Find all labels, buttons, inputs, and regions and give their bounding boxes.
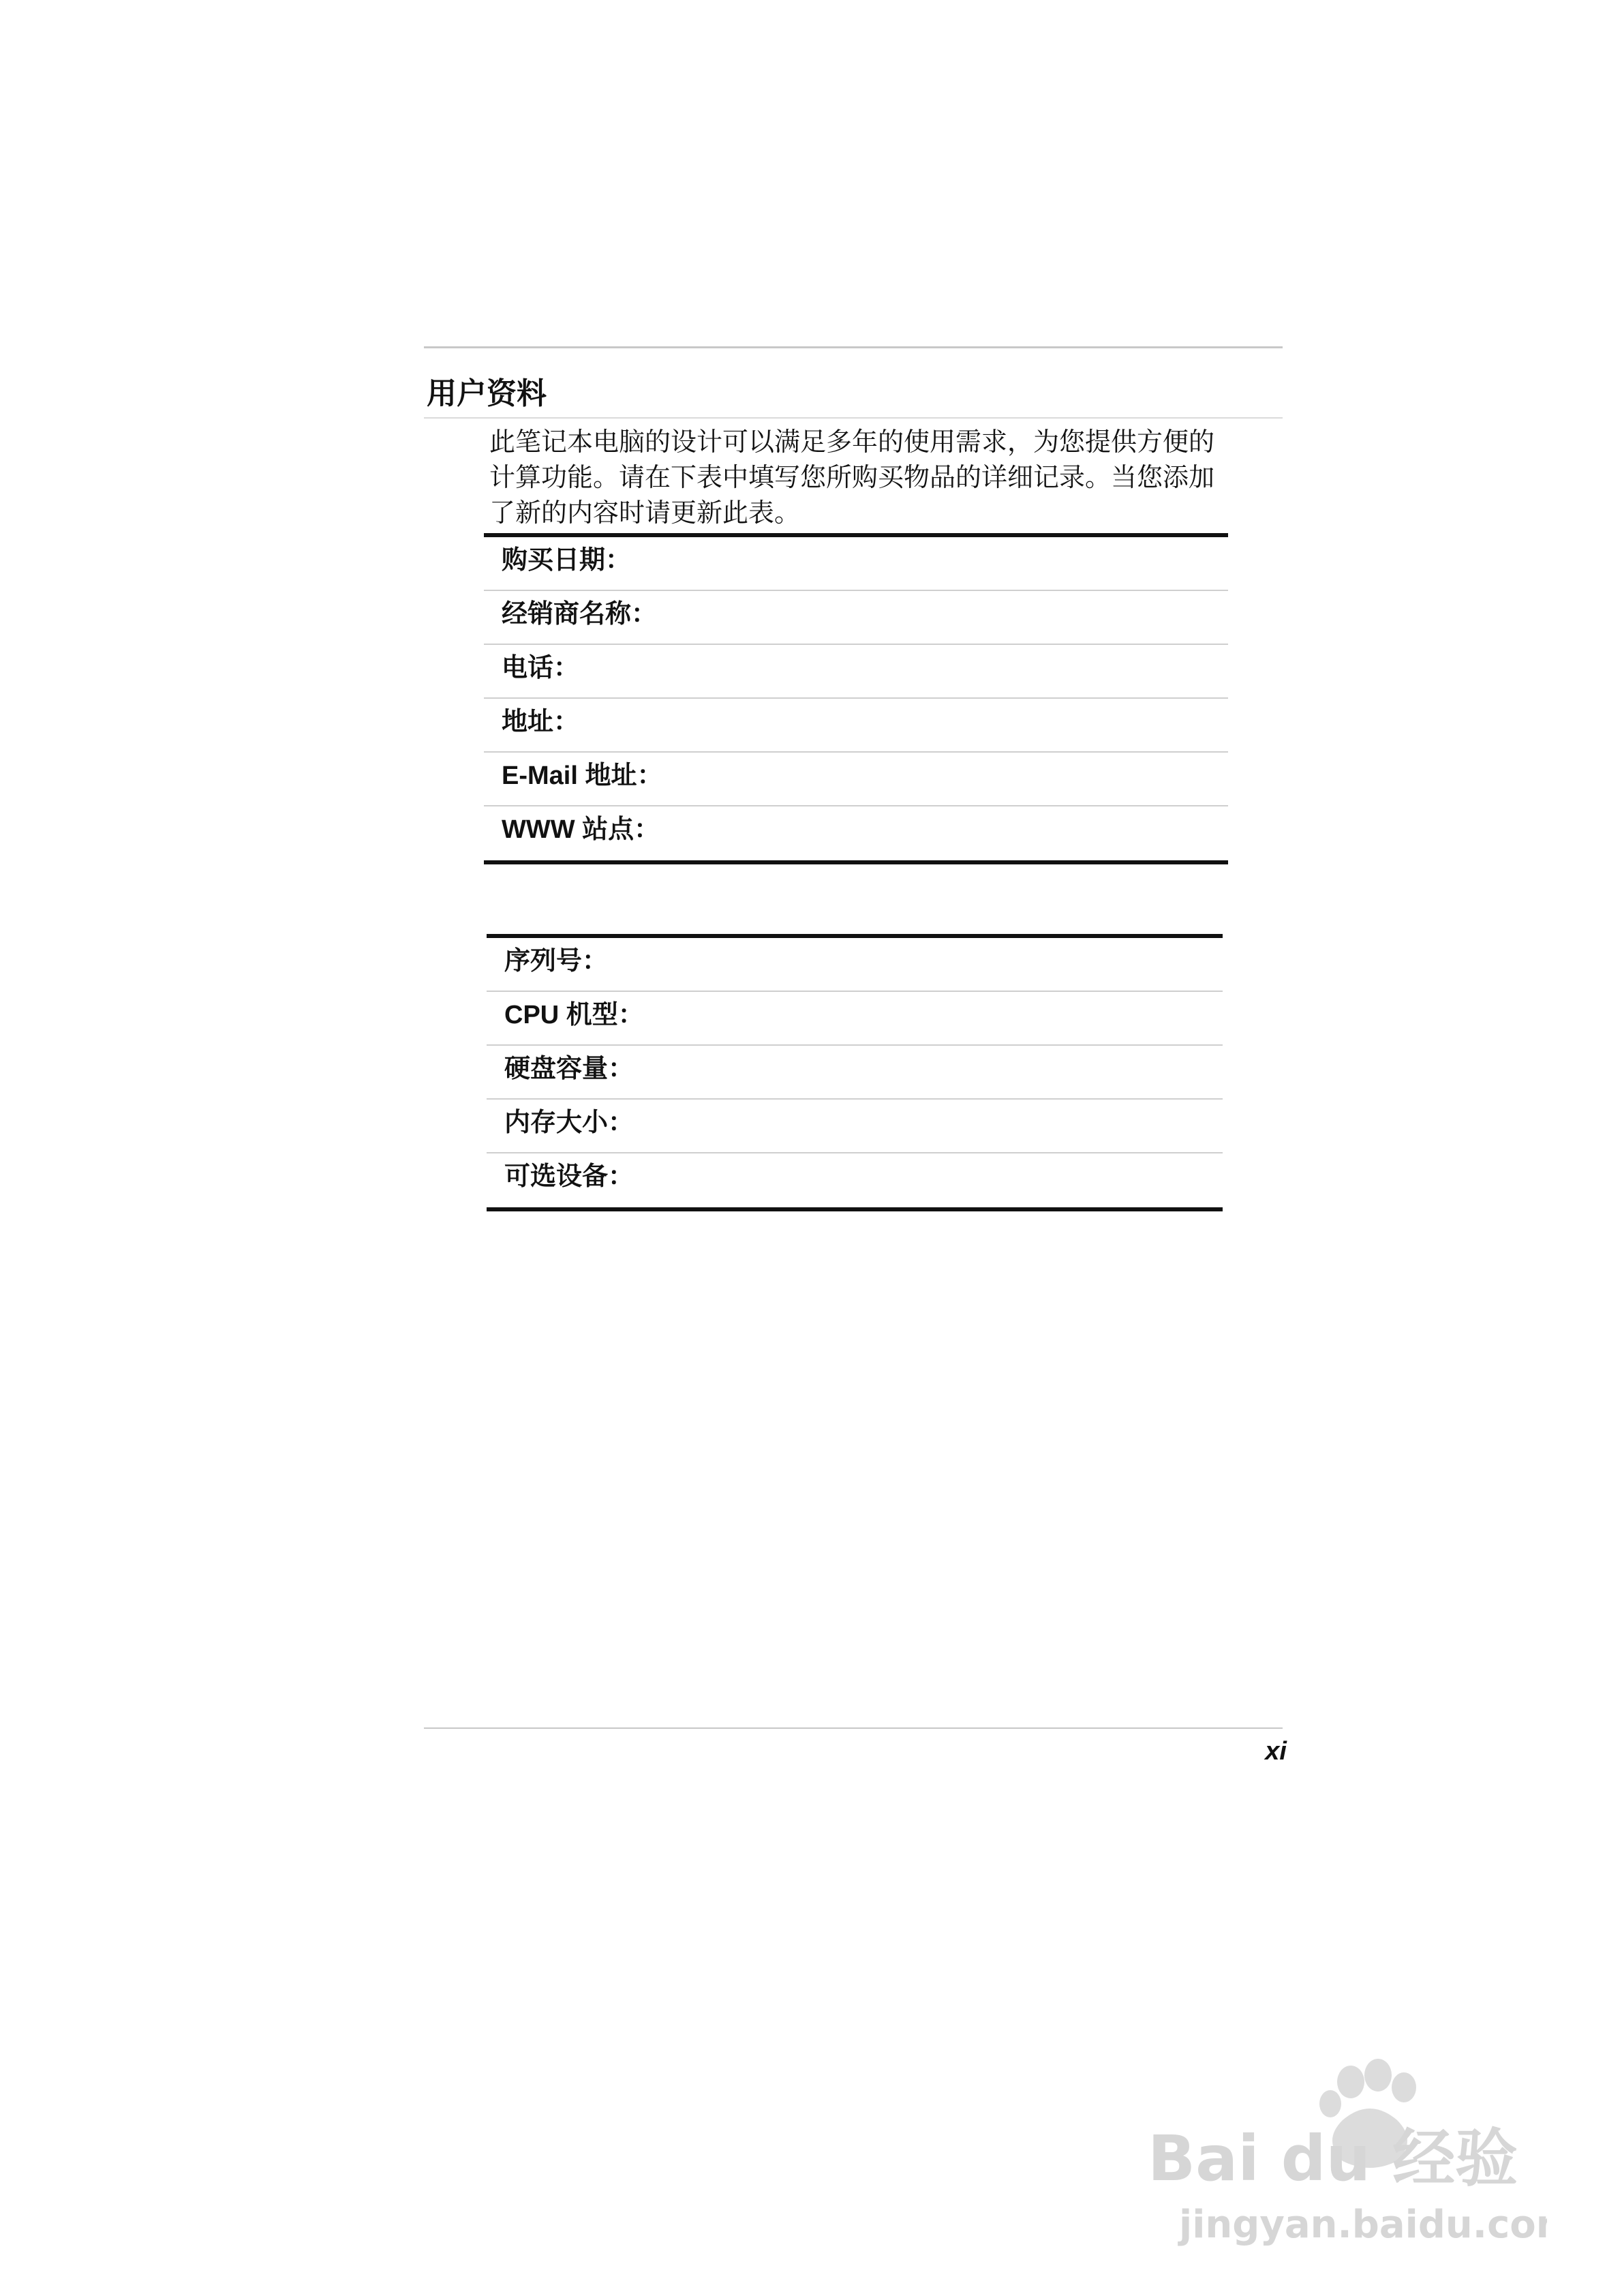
baidu-watermark (1138, 2059, 1547, 2263)
intro-paragraph (489, 424, 1287, 530)
table-row-cpu-model: CPU 机型： (487, 992, 1223, 1046)
page-number: xi (1265, 1737, 1287, 1766)
table-row-serial-number: 序列号： (487, 938, 1223, 992)
table-row-hdd-capacity: 硬盘容量： (487, 1046, 1223, 1100)
watermark-url: jingyan.baidu.com (1179, 2203, 1547, 2247)
section-title: 用户资料 (427, 376, 547, 411)
table-row-purchase-date: 购买日期： (484, 537, 1228, 591)
table-row-website: WWW 站点： (502, 815, 660, 844)
table-row-email: E-Mail 地址： (484, 753, 1228, 806)
table-row-optional-devices: 可选设备： (504, 1162, 634, 1191)
table-row-address: 地址： (484, 699, 1228, 753)
intro-line: 计算功能。请在下表中填写您所购买物品的详细记录。当您添加 (489, 462, 1215, 492)
watermark-brand: Bai du 经验 (1148, 2122, 1518, 2195)
intro-line: 了新的内容时请更新此表。 (489, 498, 801, 528)
title-rule (424, 417, 1283, 419)
system-info-table (487, 934, 1223, 1211)
purchase-info-table (484, 533, 1228, 864)
footer-rule (424, 1727, 1283, 1729)
header-rule (424, 346, 1283, 348)
table-row-memory-size: 内存大小： (487, 1100, 1223, 1153)
table-row-phone: 电话： (484, 645, 1228, 699)
table-row-dealer-name: 经销商名称： (484, 591, 1228, 645)
paw-logo-icon (1138, 2059, 1547, 2263)
intro-line: 此笔记本电脑的设计可以满足多年的使用需求，为您提供方便的 (489, 427, 1215, 457)
